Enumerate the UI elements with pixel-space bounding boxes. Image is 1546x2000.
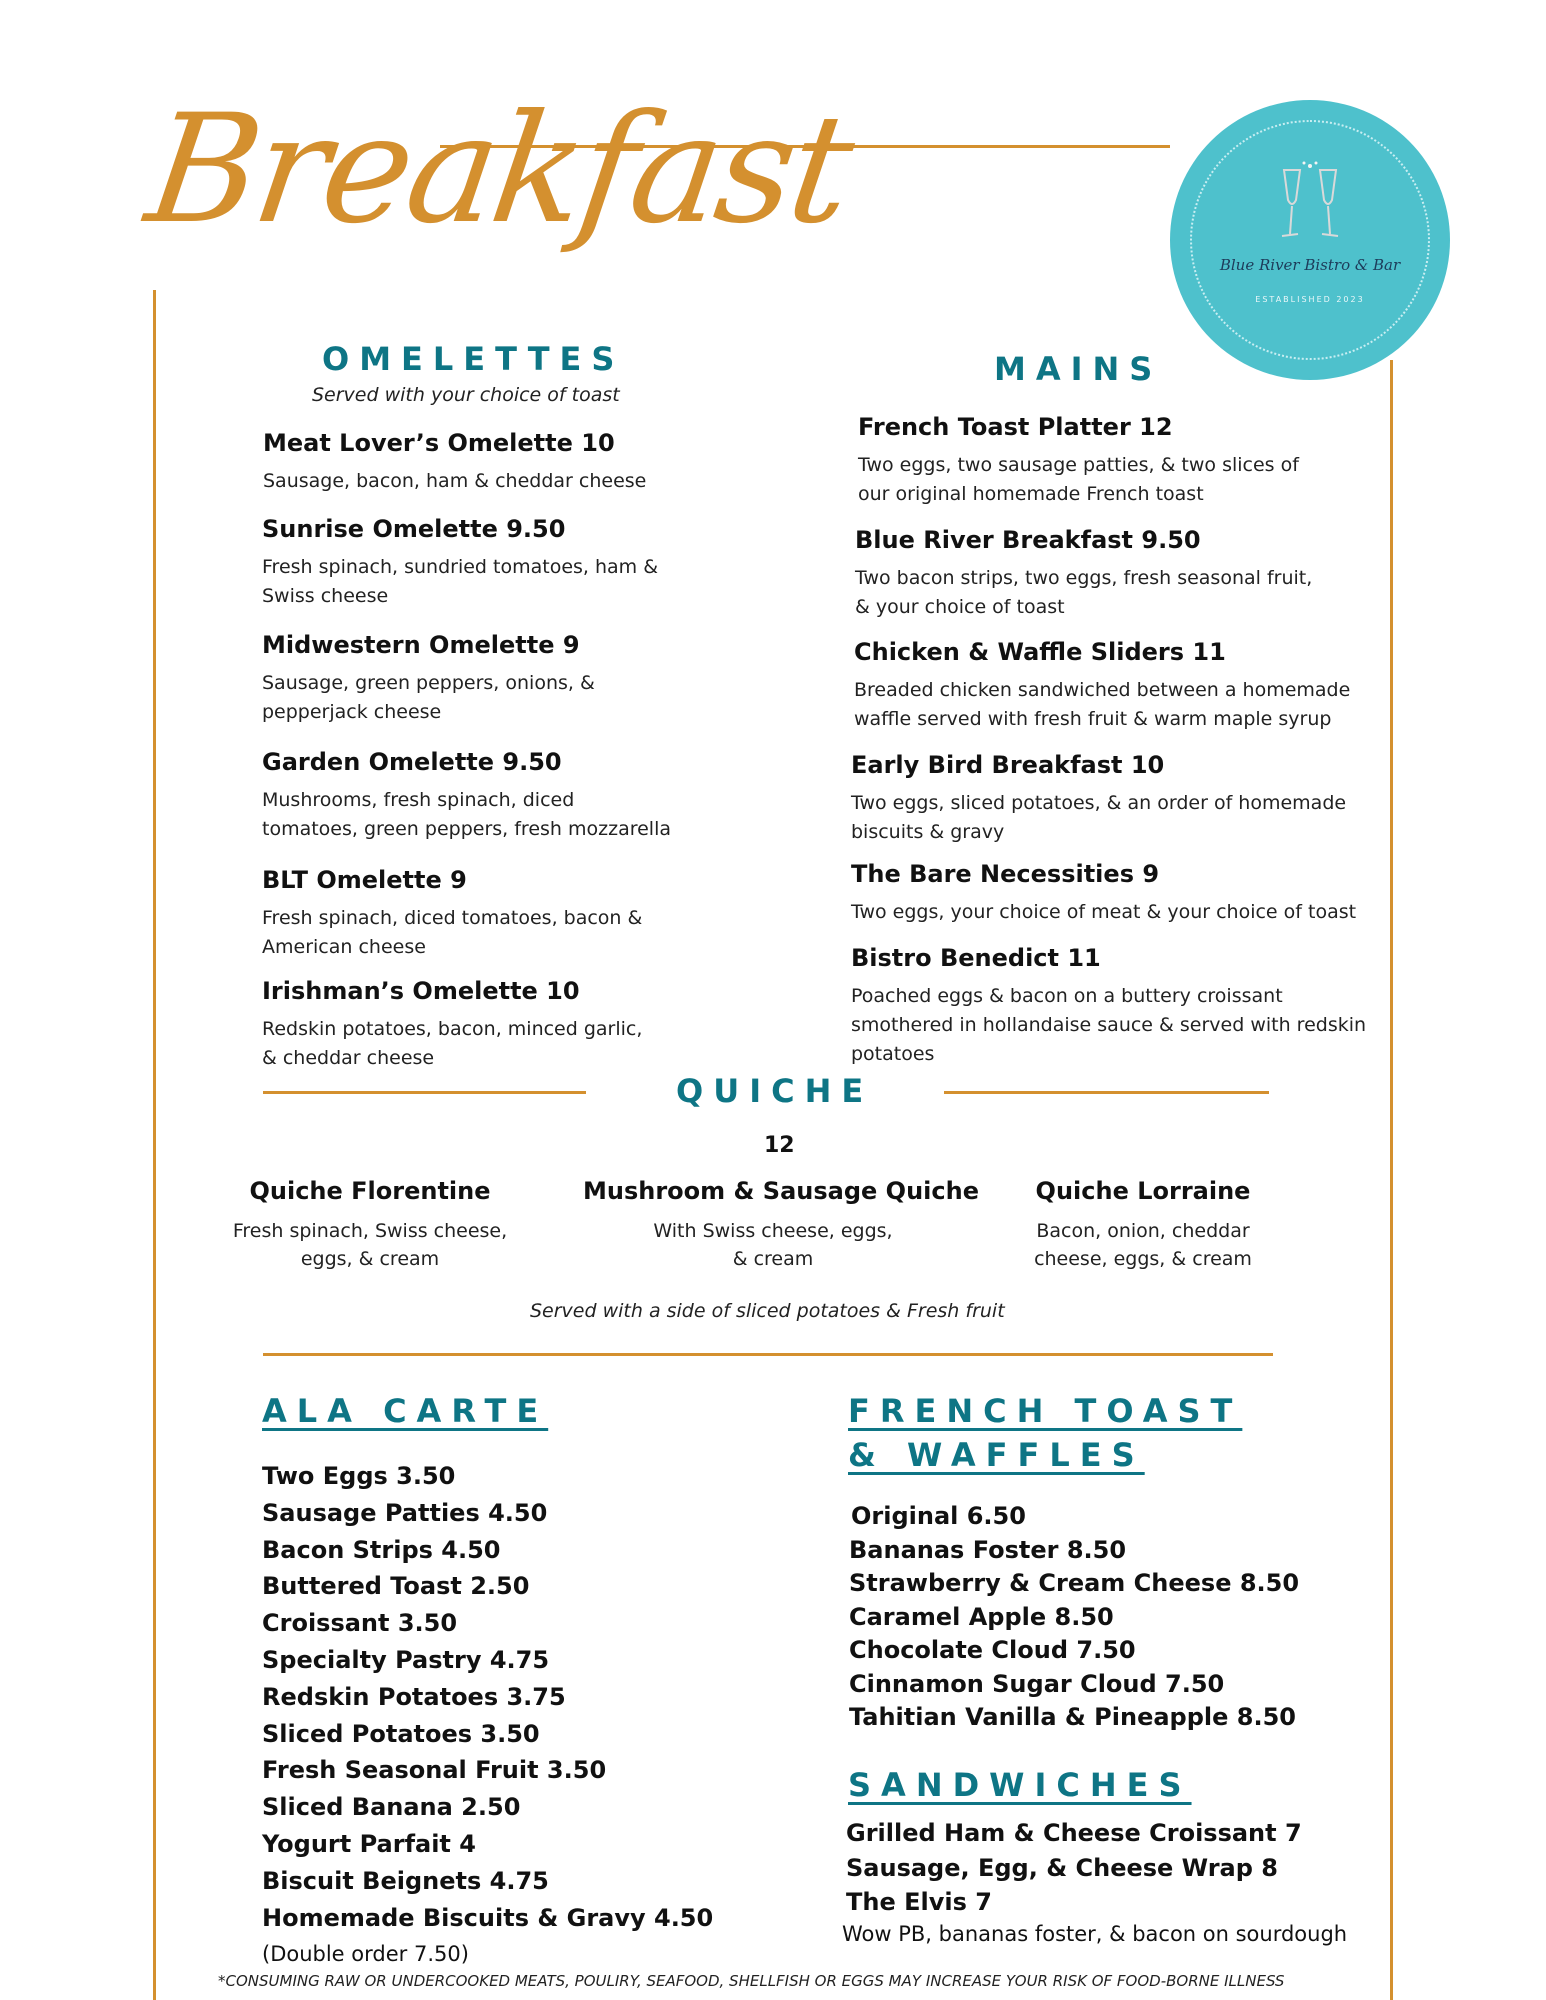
- item-desc: Two eggs, two sausage patties, & two slices of our original homemade French toast: [858, 454, 1299, 505]
- waffles-heading: & WAFFLES: [848, 1436, 1145, 1474]
- list-item: Sausage Patties 4.50: [262, 1498, 548, 1527]
- menu-item: [851, 860, 1391, 927]
- list-item: Redskin Potatoes 3.75: [262, 1682, 566, 1711]
- list-item: Croissant 3.50: [262, 1609, 458, 1638]
- list-item: Homemade Biscuits & Gravy 4.50: [262, 1903, 714, 1932]
- item-name: French Toast Platter 12: [858, 413, 1173, 441]
- menu-item: [262, 631, 662, 727]
- list-item: Cinnamon Sugar Cloud 7.50: [849, 1669, 1225, 1698]
- ala-carte-heading: ALA CARTE: [262, 1392, 549, 1430]
- list-item: Bananas Foster 8.50: [849, 1535, 1127, 1564]
- list-item: Chocolate Cloud 7.50: [849, 1636, 1136, 1664]
- item-desc: Two eggs, sliced potatoes, & an order of homemade biscuits & gravy: [851, 792, 1347, 843]
- list-item: Original 6.50: [851, 1502, 1026, 1530]
- elvis-desc: Wow PB, bananas foster, & bacon on sourdough: [842, 1922, 1348, 1946]
- logo-name: Blue River Bistro & Bar: [1219, 256, 1401, 274]
- list-item: Grilled Ham & Cheese Croissant 7: [846, 1819, 1302, 1847]
- ala-carte-list: [262, 1458, 713, 1973]
- menu-item: [854, 638, 1354, 734]
- omelettes-note: Served with your choice of toast: [312, 384, 620, 406]
- logo-subtitle: ESTABLISHED 2023: [1255, 295, 1365, 304]
- list-item: Strawberry & Cream Cheese 8.50: [849, 1569, 1300, 1597]
- item-name: Quiche Florentine: [249, 1177, 491, 1205]
- sandwiches-heading: SANDWICHES: [848, 1766, 1192, 1804]
- item-desc: Two eggs, your choice of meat & your choice of toast: [851, 901, 1357, 923]
- quiche-divider-left: [263, 1091, 586, 1094]
- item-name: Quiche Lorraine: [1035, 1177, 1251, 1205]
- frame-right-line: [1390, 360, 1393, 2000]
- page-title: Breakfast: [137, 83, 860, 257]
- quiche-price: 12: [764, 1133, 795, 1158]
- item-name: Blue River Breakfast 9.50: [855, 526, 1201, 554]
- item-desc: Fresh spinach, diced tomatoes, bacon & American cheese: [262, 907, 643, 958]
- list-item: Sliced Banana 2.50: [262, 1793, 521, 1822]
- list-item: The Elvis 7: [846, 1888, 992, 1916]
- menu-item: [263, 429, 663, 496]
- item-desc: Two bacon strips, two eggs, fresh seasonal fruit, & your choice of toast: [855, 567, 1313, 618]
- item-desc: Mushrooms, fresh spinach, diced tomatoes, green peppers, fresh mozzarella: [262, 789, 671, 840]
- menu-item: [262, 748, 672, 844]
- item-desc: Breaded chicken sandwiched between a homemade waffle served with fresh fruit & warm maple syrup: [854, 679, 1351, 730]
- list-item: Specialty Pastry 4.75: [262, 1645, 550, 1674]
- french-toast-heading: FRENCH TOAST: [848, 1392, 1243, 1430]
- list-item: Bacon Strips 4.50: [262, 1535, 501, 1564]
- menu-item: [851, 944, 1391, 1069]
- item-desc: Redskin potatoes, bacon, minced garlic, & cheddar cheese: [262, 1018, 643, 1069]
- list-item: Biscuit Beignets 4.75: [262, 1866, 549, 1895]
- quiche-heading: QUICHE: [676, 1072, 874, 1110]
- omelettes-heading: OMELETTES: [322, 340, 625, 378]
- list-item: Sliced Potatoes 3.50: [262, 1719, 540, 1748]
- sandwiches-list: [846, 1816, 1302, 1920]
- quiche-divider-right: [944, 1091, 1269, 1094]
- item-desc: Sausage, green peppers, onions, & pepperjack cheese: [262, 672, 595, 723]
- item-name: Irishman’s Omelette 10: [262, 977, 580, 1005]
- list-item: Buttered Toast 2.50: [262, 1572, 530, 1601]
- mains-heading: MAINS: [994, 350, 1163, 388]
- item-desc: Fresh spinach, Swiss cheese, eggs, & cream: [232, 1220, 508, 1270]
- quiche-note: Served with a side of sliced potatoes & Fresh fruit: [530, 1300, 1005, 1322]
- champagne-glasses-icon: [1270, 160, 1350, 249]
- item-desc: Bacon, onion, cheddar cheese, eggs, & cream: [1034, 1220, 1252, 1270]
- menu-item: [262, 977, 662, 1073]
- item-name: Mushroom & Sausage Quiche: [583, 1177, 979, 1205]
- food-safety-disclaimer: *CONSUMING RAW OR UNDERCOOKED MEATS, POULIRY, SEAFOOD, SHELLFISH OR EGGS MAY INCREASE YOUR RISK OF FOOD-BORNE ILLNESS: [218, 1972, 1285, 1990]
- frame-left-line: [153, 290, 156, 2000]
- item-name: Garden Omelette 9.50: [262, 748, 562, 776]
- list-item: Fresh Seasonal Fruit 3.50: [262, 1756, 607, 1785]
- item-name: The Bare Necessities 9: [851, 860, 1160, 888]
- list-item: Two Eggs 3.50: [262, 1462, 456, 1490]
- menu-item: [851, 751, 1371, 847]
- item-desc: Poached eggs & bacon on a buttery croissant smothered in hollandaise sauce & served with redskin potatoes: [851, 985, 1367, 1065]
- list-item: Sausage, Egg, & Cheese Wrap 8: [846, 1853, 1278, 1882]
- item-desc: Fresh spinach, sundried tomatoes, ham & Swiss cheese: [262, 556, 659, 607]
- list-item: Yogurt Parfait 4: [262, 1829, 476, 1858]
- item-name: BLT Omelette 9: [262, 866, 467, 894]
- item-desc: Sausage, bacon, ham & cheddar cheese: [263, 470, 647, 492]
- item-desc: With Swiss cheese, eggs, & cream: [653, 1220, 893, 1270]
- menu-item: [262, 866, 652, 962]
- quiche-item: [583, 1177, 979, 1273]
- section-divider: [263, 1353, 1273, 1356]
- menu-item: [858, 413, 1308, 509]
- list-item: Tahitian Vanilla & Pineapple 8.50: [849, 1703, 1296, 1731]
- list-item: Caramel Apple 8.50: [849, 1602, 1114, 1631]
- item-name: Sunrise Omelette 9.50: [262, 515, 566, 543]
- item-name: Meat Lover’s Omelette 10: [263, 429, 615, 457]
- ala-carte-footnote: (Double order 7.50): [262, 1942, 469, 1967]
- menu-item: [262, 515, 662, 611]
- menu-item: [855, 526, 1315, 622]
- quiche-item: [230, 1177, 510, 1273]
- french-toast-list: [849, 1500, 1299, 1735]
- item-name: Early Bird Breakfast 10: [851, 751, 1165, 779]
- item-name: Midwestern Omelette 9: [262, 631, 580, 659]
- item-name: Chicken & Waffle Sliders 11: [854, 638, 1226, 666]
- item-name: Bistro Benedict 11: [851, 944, 1101, 972]
- quiche-item: [1003, 1177, 1283, 1273]
